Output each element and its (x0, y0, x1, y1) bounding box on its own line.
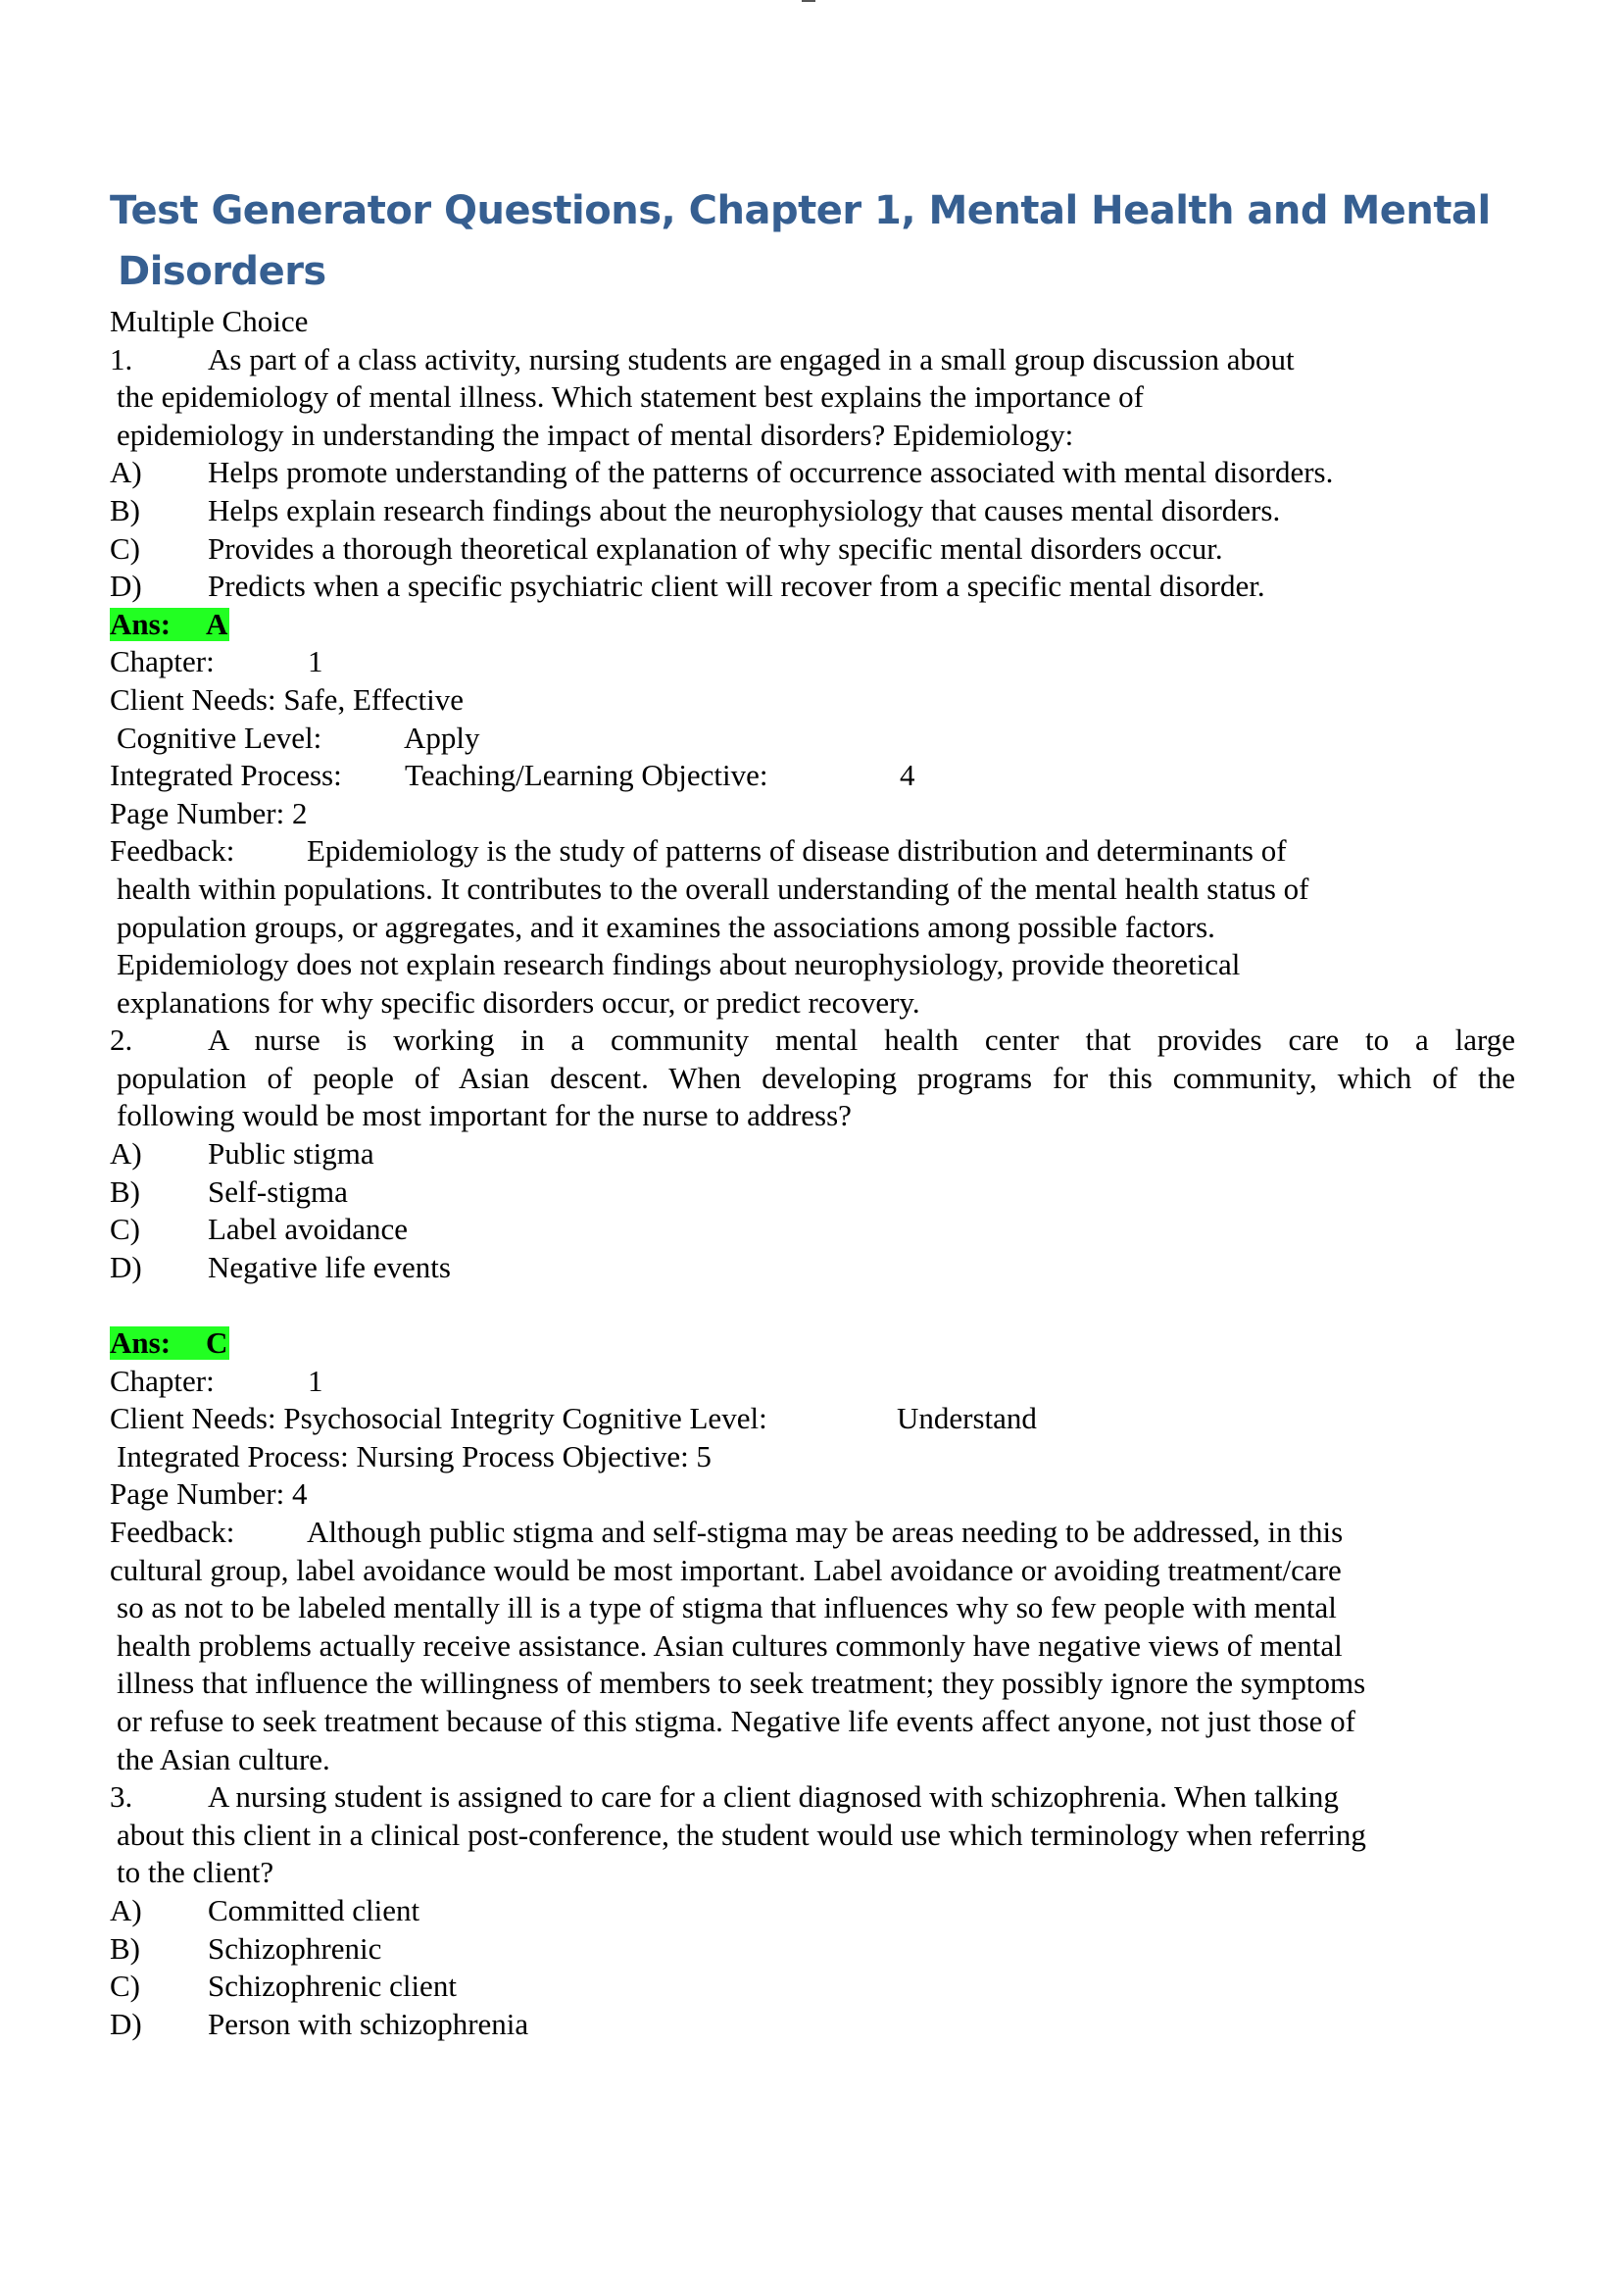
question-1-answer (110, 606, 1521, 644)
question-1-option-d (110, 568, 1521, 606)
question-3-option-b (110, 1930, 1521, 1969)
question-1-feedback-line-5: explanations for why specific disorders occur, or predict recovery. (117, 984, 920, 1020)
question-2-option-c (110, 1211, 1521, 1249)
question-3-option-d (110, 2006, 1521, 2044)
option-text: Predicts when a specific psychiatric client will recover from a specific mental disorder. (208, 569, 1265, 604)
option-key: A) (110, 455, 142, 490)
answer-label: Ans: (110, 1325, 172, 1361)
question-2-feedback-line-7: the Asian culture. (117, 1741, 330, 1776)
question-3-stem-line-3: to the client? (117, 1855, 274, 1890)
answer-highlight (110, 608, 229, 641)
question-2-feedback-line-5: illness that influence the willingness of members to seek treatment; they possibly ignore the symptoms (117, 1666, 1366, 1701)
blank-line (110, 1286, 1521, 1324)
question-2-option-a (110, 1135, 1521, 1173)
answer-highlight (110, 1326, 229, 1360)
option-text: Label avoidance (208, 1212, 408, 1247)
question-3-stem-line-1 (110, 1778, 1521, 1817)
question-1-feedback-line-3: population groups, or aggregates, and it examines the associations among possible factors. (117, 909, 1215, 944)
chapter-value: 1 (308, 644, 323, 679)
answer-label: Ans: (110, 606, 172, 641)
question-1-option-a (110, 454, 1521, 492)
question-1-chapter (110, 643, 1521, 681)
option-text: Public stigma (208, 1136, 374, 1172)
question-1-page-number: Page Number: 2 (110, 795, 308, 830)
cognitive-value: Apply (404, 720, 480, 755)
option-key: C) (110, 1212, 140, 1247)
option-text: Negative life events (208, 1249, 451, 1284)
question-1-cognitive-level (110, 720, 1521, 758)
question-stem: A nurse is working in a community mental health center that provides care to a large (208, 1023, 1515, 1058)
option-key: A) (110, 1892, 142, 1927)
question-2-page-number: Page Number: 4 (110, 1476, 308, 1512)
cognitive-value: Understand (897, 1401, 1037, 1436)
option-key: C) (110, 1969, 140, 2004)
option-text: Provides a thorough theoretical explanation of why specific mental disorders occur. (208, 530, 1223, 566)
page-top-mark (802, 0, 815, 2)
question-2-feedback-line-1 (110, 1514, 1521, 1552)
question-number: 3. (110, 1779, 133, 1815)
question-1-integrated-process (110, 757, 1521, 795)
question-1-stem-line-2: the epidemiology of mental illness. Which statement best explains the importance of (117, 379, 1144, 415)
client-needs-text: Client Needs: Psychosocial Integrity Cognitive Level: (110, 1401, 767, 1436)
chapter-label: Chapter: (110, 1363, 215, 1398)
option-text: Schizophrenic client (208, 1969, 457, 2004)
question-number: 1. (110, 341, 133, 376)
question-2-feedback-line-3: so as not to be labeled mentally ill is a type of stigma that influences why so few people with mental (117, 1590, 1337, 1625)
feedback-label: Feedback: (110, 1515, 235, 1549)
feedback-text: Although public stigma and self-stigma may be areas needing to be addressed, in this (307, 1515, 1344, 1549)
question-3-option-a (110, 1892, 1521, 1930)
question-2-stem-line-3: following would be most important for the nurse to address? (117, 1098, 852, 1133)
option-key: D) (110, 569, 142, 604)
question-2-option-d (110, 1249, 1521, 1287)
option-text: Self-stigma (208, 1173, 348, 1209)
option-key: D) (110, 1249, 142, 1284)
option-key: A) (110, 1136, 142, 1172)
question-1-stem-line-1 (110, 341, 1521, 379)
answer-value: A (206, 606, 228, 641)
option-text: Committed client (208, 1892, 420, 1927)
option-key: B) (110, 1930, 140, 1966)
question-2-stem-line-1 (110, 1022, 1521, 1060)
question-1-feedback-line-2: health within populations. It contributes to the overall understanding of the mental health status of (117, 871, 1309, 906)
question-1-stem-line-3: epidemiology in understanding the impact of mental disorders? Epidemiology: (117, 417, 1074, 452)
page-title (110, 180, 1541, 302)
question-2-feedback-line-4: health problems actually receive assistance. Asian cultures commonly have negative views of mental (117, 1627, 1343, 1663)
option-key: D) (110, 2006, 142, 2041)
option-text: Helps explain research findings about the neurophysiology that causes mental disorders. (208, 492, 1281, 527)
section-heading: Multiple Choice (110, 304, 309, 338)
question-2-feedback-line-2: cultural group, label avoidance would be most important. Label avoidance or avoiding treatment/care (110, 1552, 1342, 1587)
title-line-1: Test Generator Questions, Chapter 1, Mental Health and Mental (110, 188, 1491, 233)
objective-value: 4 (900, 758, 915, 793)
question-1-option-b (110, 492, 1521, 530)
option-key: B) (110, 1173, 140, 1209)
option-key: C) (110, 530, 140, 566)
question-3-stem-line-2: about this client in a clinical post-conference, the student would use which terminology when referring (117, 1817, 1366, 1852)
feedback-label: Feedback: (110, 833, 235, 869)
chapter-label: Chapter: (110, 644, 215, 679)
question-2-client-needs (110, 1400, 1521, 1438)
question-1-option-c (110, 530, 1521, 569)
feedback-text: Epidemiology is the study of patterns of disease distribution and determinants of (307, 833, 1287, 869)
question-1-feedback-line-4: Epidemiology does not explain research findings about neurophysiology, provide theoretical (117, 947, 1241, 982)
option-text: Person with schizophrenia (208, 2006, 529, 2041)
integrated-label: Integrated Process: (110, 758, 342, 793)
option-key: B) (110, 492, 140, 527)
cognitive-label: Cognitive Level: (117, 720, 322, 755)
option-text: Schizophrenic (208, 1930, 382, 1966)
chapter-value: 1 (308, 1363, 323, 1398)
question-list (110, 303, 1521, 2043)
question-stem: As part of a class activity, nursing students are engaged in a small group discussion about (208, 341, 1295, 376)
question-2-feedback-line-6: or refuse to seek treatment because of this stigma. Negative life events affect anyone, not just those of (117, 1703, 1355, 1738)
question-2-option-b (110, 1173, 1521, 1212)
question-1-feedback-line-1 (110, 832, 1521, 871)
question-2-integrated-process: Integrated Process: Nursing Process Objective: 5 (117, 1438, 712, 1473)
question-2-answer (110, 1324, 1521, 1363)
question-2-stem-line-2: population of people of Asian descent. When developing programs for this community, which of the (117, 1060, 1515, 1095)
integrated-value: Teaching/Learning Objective: (405, 758, 768, 793)
question-2-chapter (110, 1363, 1521, 1401)
question-1-client-needs: Client Needs: Safe, Effective (110, 681, 464, 717)
answer-value: C (206, 1325, 228, 1361)
title-line-2: Disorders (118, 249, 326, 294)
question-number: 2. (110, 1023, 133, 1058)
option-text: Helps promote understanding of the patterns of occurrence associated with mental disorders. (208, 455, 1334, 490)
question-stem: A nursing student is assigned to care for a client diagnosed with schizophrenia. When talking (208, 1779, 1339, 1815)
question-3-option-c (110, 1968, 1521, 2006)
